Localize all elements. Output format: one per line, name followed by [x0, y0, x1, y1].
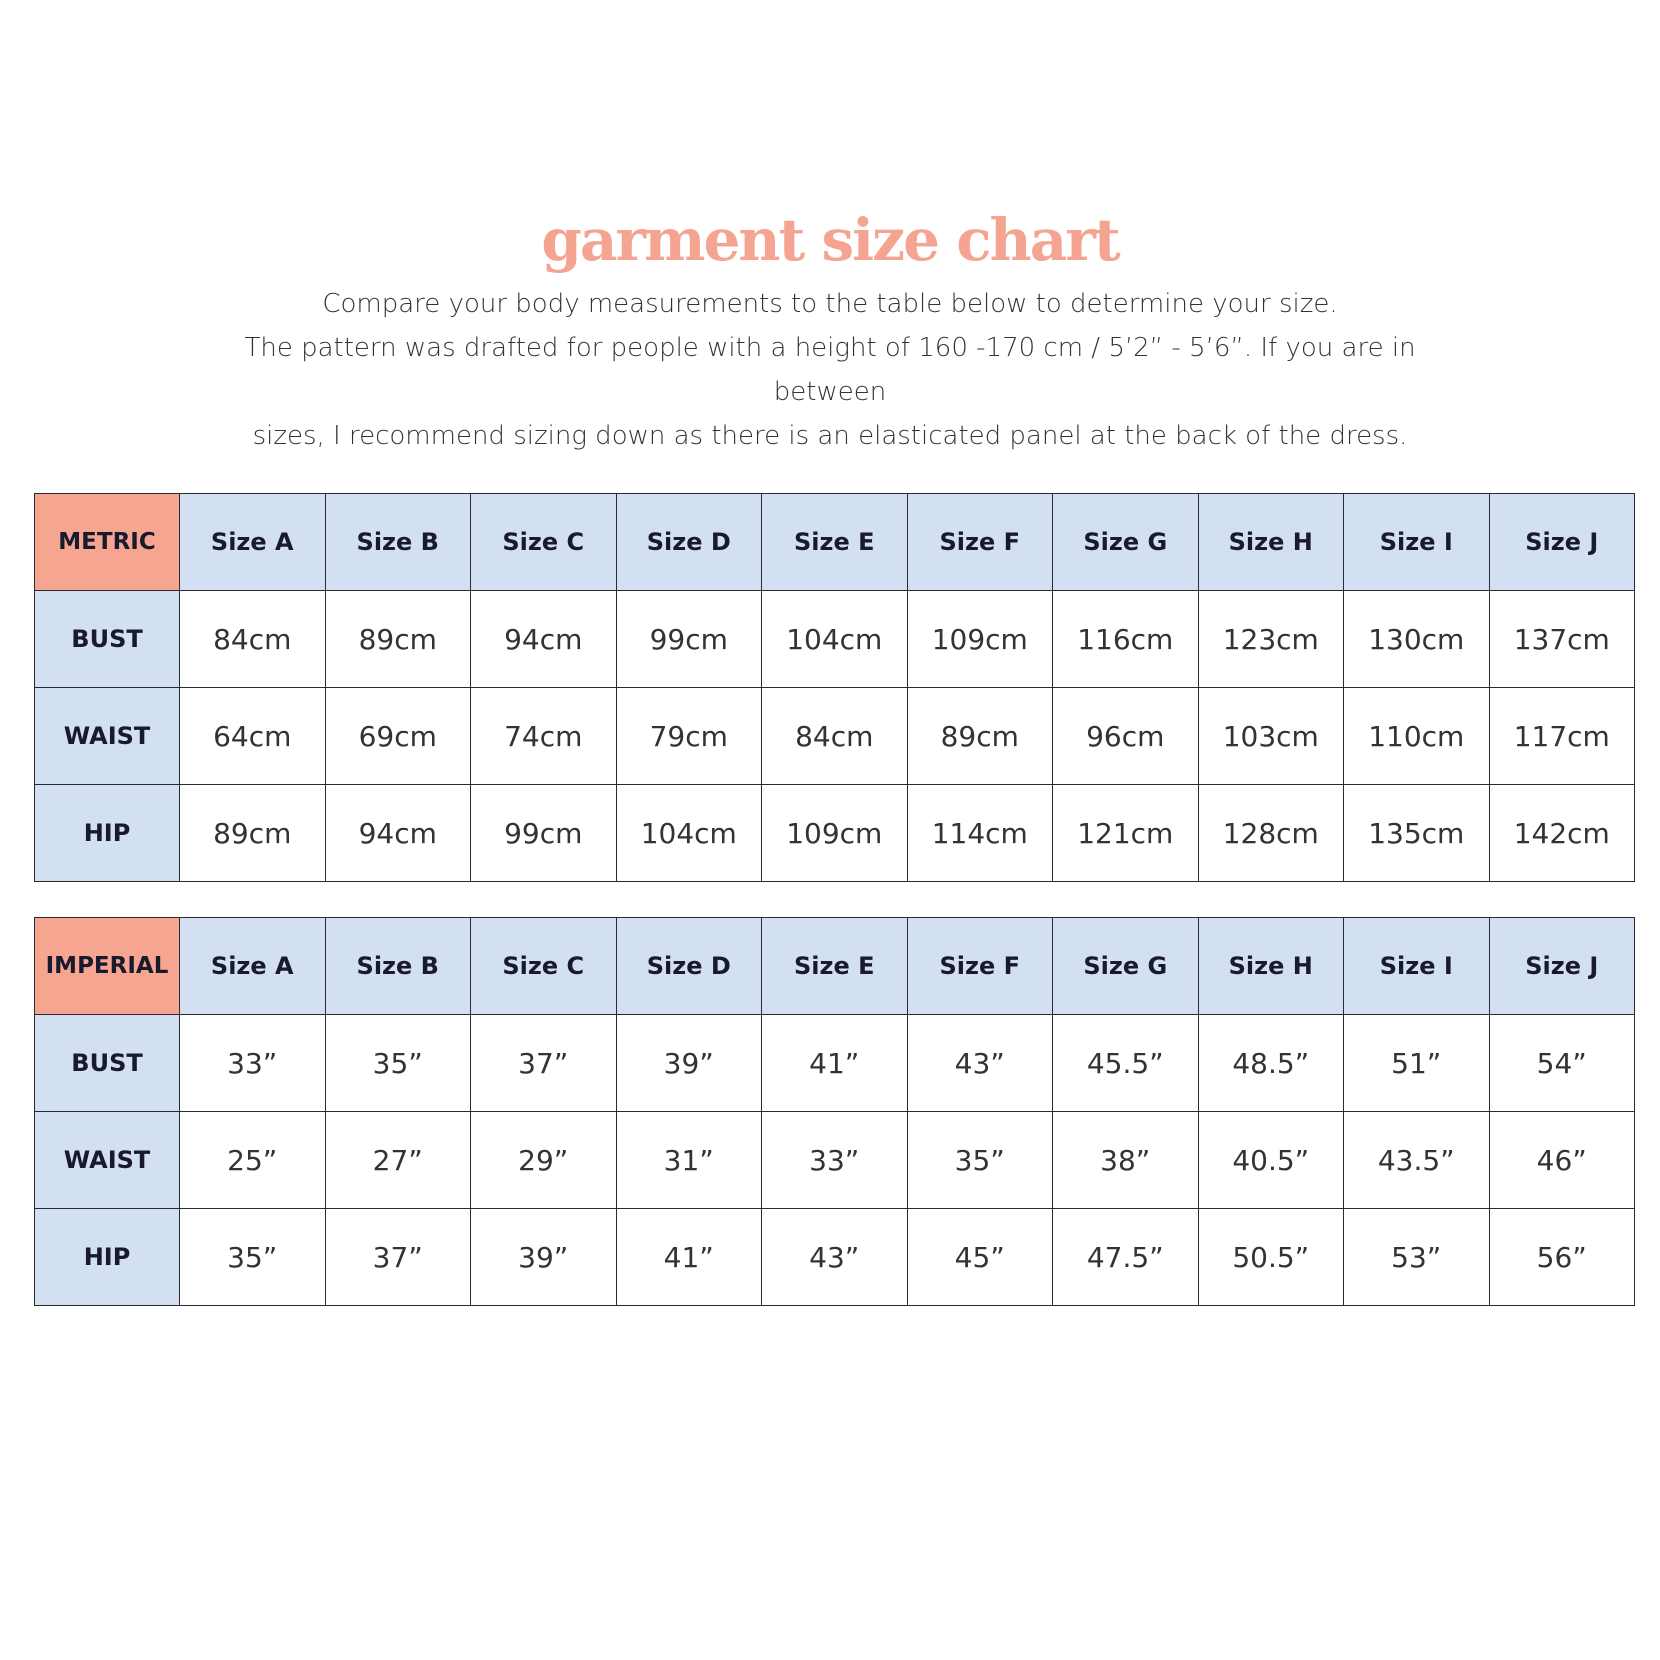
measurement-value: 54” [1489, 1015, 1635, 1112]
measurement-value: 41” [762, 1015, 908, 1112]
measurement-label: WAIST [35, 688, 180, 785]
measurement-value: 94cm [325, 785, 471, 882]
measurement-value: 29” [471, 1112, 617, 1209]
measurement-value: 37” [471, 1015, 617, 1112]
size-column-header: Size B [325, 918, 471, 1015]
metric-size-table [34, 493, 1635, 882]
measurement-value: 137cm [1489, 591, 1635, 688]
size-column-header: Size J [1489, 918, 1635, 1015]
imperial-table-body [35, 918, 1635, 1306]
measurement-value: 50.5” [1198, 1209, 1344, 1306]
size-column-header: Size G [1053, 918, 1199, 1015]
measurement-value: 96cm [1053, 688, 1199, 785]
measurement-value: 114cm [907, 785, 1053, 882]
intro-line: sizes, I recommend sizing down as there is an elasticated panel at the back of the dress. [252, 421, 1408, 451]
size-column-header: Size E [762, 494, 908, 591]
measurement-label: BUST [35, 1015, 180, 1112]
imperial-header-row [35, 918, 1635, 1015]
measurement-value: 47.5” [1053, 1209, 1199, 1306]
measurement-value: 27” [325, 1112, 471, 1209]
measurement-value: 89cm [180, 785, 326, 882]
measurement-label: BUST [35, 591, 180, 688]
measurement-value: 128cm [1198, 785, 1344, 882]
table-row [35, 1015, 1635, 1112]
size-column-header: Size I [1344, 494, 1490, 591]
measurement-value: 43” [907, 1015, 1053, 1112]
page-title: garment size chart [541, 206, 1119, 274]
table-row [35, 1112, 1635, 1209]
size-column-header: Size G [1053, 494, 1199, 591]
measurement-value: 45.5” [1053, 1015, 1199, 1112]
measurement-value: 33” [180, 1015, 326, 1112]
intro-line: The pattern was drafted for people with a height of 160 -170 cm / 5’2” - 5’6”. If you are in between [244, 333, 1416, 407]
measurement-value: 104cm [762, 591, 908, 688]
measurement-value: 142cm [1489, 785, 1635, 882]
measurement-value: 37” [325, 1209, 471, 1306]
size-column-header: Size J [1489, 494, 1635, 591]
measurement-value: 99cm [471, 785, 617, 882]
measurement-value: 43.5” [1344, 1112, 1490, 1209]
size-column-header: Size I [1344, 918, 1490, 1015]
size-column-header: Size D [616, 918, 762, 1015]
measurement-value: 39” [616, 1015, 762, 1112]
measurement-value: 116cm [1053, 591, 1199, 688]
measurement-value: 94cm [471, 591, 617, 688]
measurement-value: 103cm [1198, 688, 1344, 785]
measurement-value: 64cm [180, 688, 326, 785]
measurement-value: 56” [1489, 1209, 1635, 1306]
measurement-value: 109cm [907, 591, 1053, 688]
size-column-header: Size B [325, 494, 471, 591]
measurement-value: 74cm [471, 688, 617, 785]
metric-header-row [35, 494, 1635, 591]
intro-line: Compare your body measurements to the table below to determine your size. [322, 289, 1338, 319]
table-row [35, 1209, 1635, 1306]
table-row [35, 785, 1635, 882]
measurement-value: 99cm [616, 591, 762, 688]
measurement-value: 135cm [1344, 785, 1490, 882]
size-column-header: Size C [471, 918, 617, 1015]
size-column-header: Size A [180, 918, 326, 1015]
measurement-value: 79cm [616, 688, 762, 785]
measurement-value: 41” [616, 1209, 762, 1306]
size-column-header: Size F [907, 918, 1053, 1015]
measurement-label: HIP [35, 785, 180, 882]
metric-unit-label: METRIC [35, 494, 180, 591]
measurement-value: 40.5” [1198, 1112, 1344, 1209]
measurement-value: 109cm [762, 785, 908, 882]
size-column-header: Size A [180, 494, 326, 591]
size-column-header: Size E [762, 918, 908, 1015]
measurement-value: 33” [762, 1112, 908, 1209]
size-column-header: Size F [907, 494, 1053, 591]
metric-table-body [35, 494, 1635, 882]
measurement-value: 104cm [616, 785, 762, 882]
imperial-unit-label: IMPERIAL [35, 918, 180, 1015]
imperial-size-table [34, 917, 1635, 1306]
size-column-header: Size D [616, 494, 762, 591]
measurement-value: 31” [616, 1112, 762, 1209]
measurement-value: 123cm [1198, 591, 1344, 688]
size-column-header: Size H [1198, 918, 1344, 1015]
measurement-value: 35” [180, 1209, 326, 1306]
measurement-label: WAIST [35, 1112, 180, 1209]
measurement-value: 38” [1053, 1112, 1199, 1209]
size-column-header: Size H [1198, 494, 1344, 591]
measurement-value: 53” [1344, 1209, 1490, 1306]
measurement-value: 35” [325, 1015, 471, 1112]
intro-text [200, 282, 1460, 458]
measurement-value: 130cm [1344, 591, 1490, 688]
measurement-value: 89cm [325, 591, 471, 688]
measurement-value: 39” [471, 1209, 617, 1306]
measurement-value: 84cm [180, 591, 326, 688]
measurement-value: 110cm [1344, 688, 1490, 785]
size-column-header: Size C [471, 494, 617, 591]
measurement-label: HIP [35, 1209, 180, 1306]
measurement-value: 48.5” [1198, 1015, 1344, 1112]
measurement-value: 35” [907, 1112, 1053, 1209]
measurement-value: 51” [1344, 1015, 1490, 1112]
measurement-value: 25” [180, 1112, 326, 1209]
table-row [35, 688, 1635, 785]
measurement-value: 89cm [907, 688, 1053, 785]
measurement-value: 84cm [762, 688, 908, 785]
measurement-value: 45” [907, 1209, 1053, 1306]
measurement-value: 117cm [1489, 688, 1635, 785]
measurement-value: 69cm [325, 688, 471, 785]
measurement-value: 121cm [1053, 785, 1199, 882]
measurement-value: 46” [1489, 1112, 1635, 1209]
table-row [35, 591, 1635, 688]
measurement-value: 43” [762, 1209, 908, 1306]
